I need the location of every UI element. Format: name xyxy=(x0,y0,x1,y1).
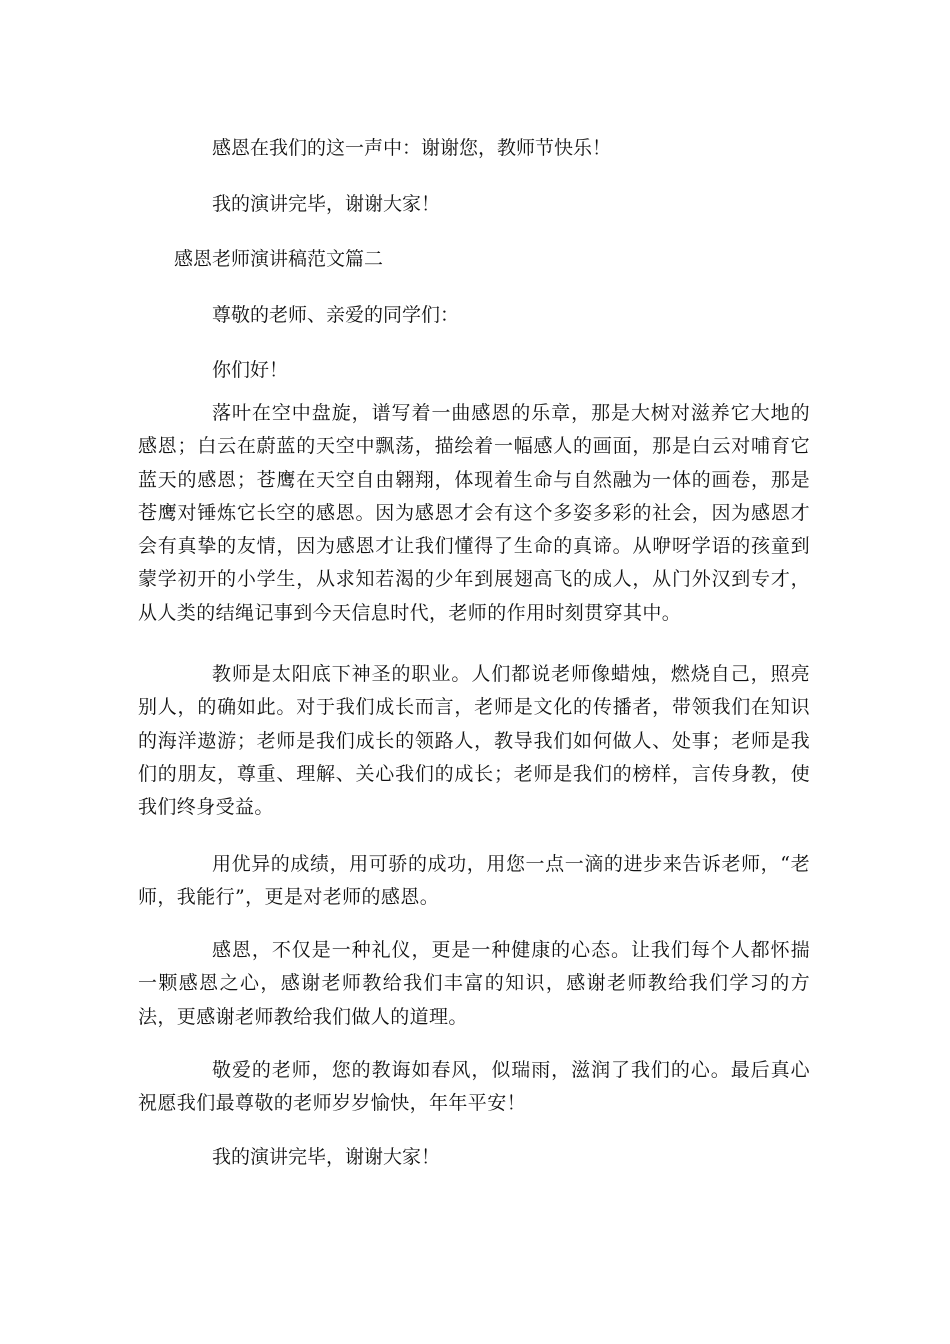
paragraph-5: 敬爱的老师，您的教诲如春风，似瑞雨，滋润了我们的心。最后真心祝愿我们最尊敬的老师岁岁愉快，年年平安！ xyxy=(138,1059,810,1115)
paragraph-3: 用优异的成绩，用可骄的成功，用您一点一滴的进步来告诉老师，“老师，我能行”，更是对老师的感恩。 xyxy=(138,853,810,909)
paragraph-4: 感恩，不仅是一种礼仪，更是一种健康的心态。让我们每个人都怀揣一颗感恩之心，感谢老师教给我们丰富的知识，感谢老师教给我们学习的方法，更感谢老师教给我们做人的道理。 xyxy=(138,939,810,1028)
closing-line-final: 我的演讲完毕，谢谢大家！ xyxy=(212,1146,441,1168)
closing-line-end: 我的演讲完毕，谢谢大家！ xyxy=(212,193,441,215)
section-title: 感恩老师演讲稿范文篇二 xyxy=(174,248,384,270)
paragraph-2: 教师是太阳底下神圣的职业。人们都说老师像蜡烛，燃烧自己，照亮别人，的确如此。对于我们成长而言，老师是文化的传播者，带领我们在知识的海洋遨游；老师是我们成长的领路人，教导我们如何做人、处事；老师是我们的朋友，尊重、理解、关心我们的成长；老师是我们的榜样，言传身教，使我们终身受益。 xyxy=(138,663,810,819)
closing-line-thanks: 感恩在我们的这一声中：谢谢您，教师节快乐！ xyxy=(212,137,612,159)
salutation: 尊敬的老师、亲爱的同学们： xyxy=(212,304,460,326)
paragraph-1: 落叶在空中盘旋，谱写着一曲感恩的乐章，那是大树对滋养它大地的感恩；白云在蔚蓝的天空中飘荡，描绘着一幅感人的画面，那是白云对哺育它蓝天的感恩；苍鹰在天空自由翱翔，体现着生命与自然融为一体的画卷，那是苍鹰对锤炼它长空的感恩。因为感恩才会有这个多姿多彩的社会，因为感恩才会有真挚的友情，因为感恩才让我们懂得了生命的真谛。从咿呀学语的孩童到蒙学初开的小学生，从求知若渴的少年到展翅高飞的成人，从门外汉到专才，从人类的结绳记事到今天信息时代，老师的作用时刻贯穿其中。 xyxy=(138,402,810,624)
greeting: 你们好！ xyxy=(212,359,289,381)
